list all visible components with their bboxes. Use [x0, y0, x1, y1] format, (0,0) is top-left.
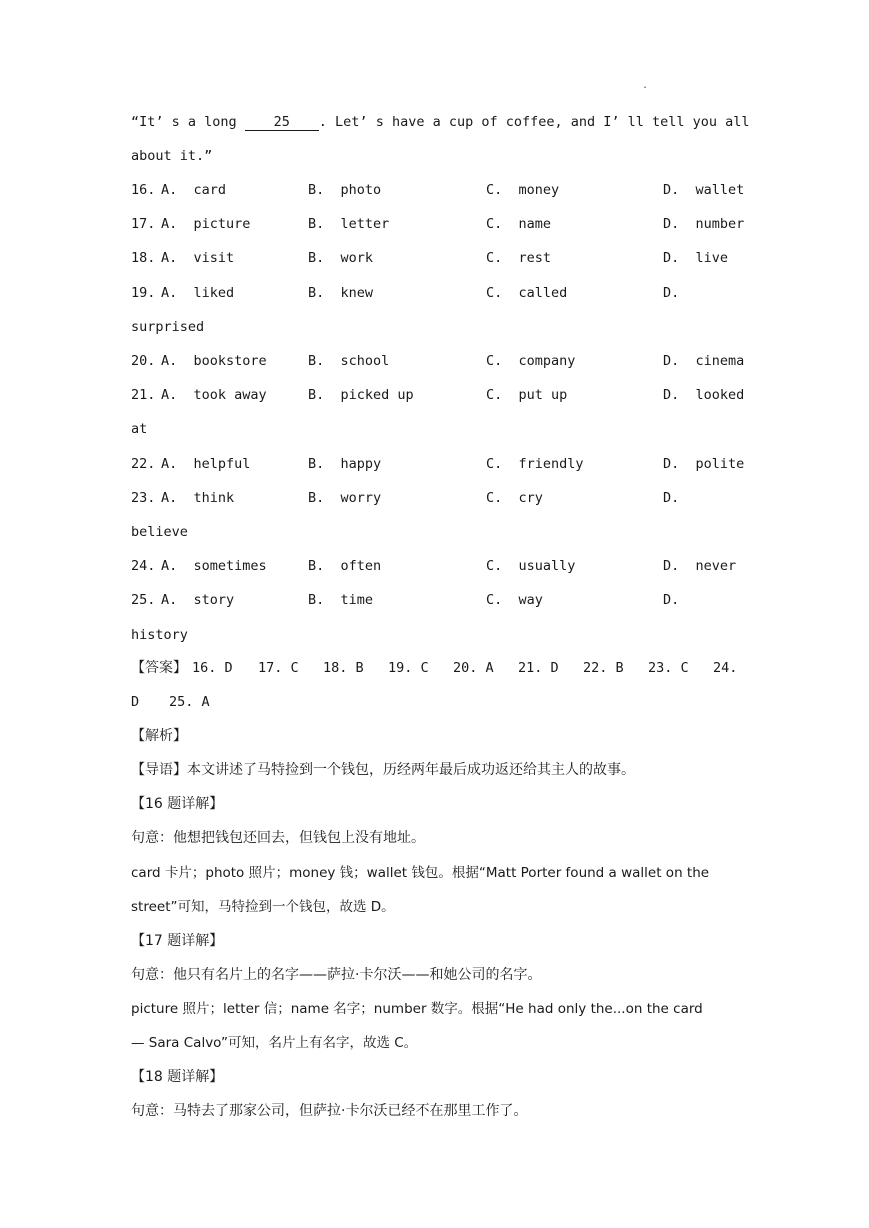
option-b: B. letter [308, 216, 390, 232]
question-number: 17. [131, 216, 156, 232]
question-number: 24. [131, 558, 156, 574]
option-c: C. rest [486, 250, 552, 266]
option-a: A. helpful [161, 456, 251, 472]
option-a: A. story [161, 592, 235, 608]
option-a: A. card [161, 182, 227, 198]
option-d-continued: surprised [131, 319, 205, 335]
answer-item: 17. C [258, 660, 299, 676]
option-d: D. [663, 285, 680, 301]
option-d: D. looked [663, 387, 745, 403]
option-a: A. visit [161, 250, 235, 266]
answer-line-1 [131, 658, 187, 678]
option-a: A. sometimes [161, 558, 267, 574]
q16-title: 【16 题详解】 [131, 796, 224, 812]
option-a: A. liked [161, 285, 235, 301]
q16-meaning: 句意：他想把钱包还回去，但钱包上没有地址。 [131, 830, 425, 846]
q16-explanation-1: card 卡片；photo 照片；money 钱；wallet 钱包。根据“Matt Porter found a wallet on the [131, 865, 710, 881]
passage-before: “It’ s a long [131, 114, 245, 130]
option-b: B. happy [308, 456, 382, 472]
q16-explanation-2: street”可知，马特捡到一个钱包，故选 D。 [131, 899, 395, 915]
option-c: C. cry [486, 490, 543, 506]
passage-line-2: about it.” [131, 148, 213, 164]
q17-explanation-1: picture 照片；letter 信；name 名字；number 数字。根据“He had only the...on the card [131, 1001, 703, 1017]
option-d: D. cinema [663, 353, 745, 369]
option-b: B. often [308, 558, 382, 574]
option-d-continued: believe [131, 524, 188, 540]
option-c: C. name [486, 216, 552, 232]
answer-item: 21. D [518, 660, 559, 676]
answer-item: 20. A [453, 660, 494, 676]
option-d-continued: history [131, 627, 188, 643]
q18-meaning: 句意：马特去了那家公司，但萨拉·卡尔沃已经不在那里工作了。 [131, 1103, 528, 1119]
option-d: D. wallet [663, 182, 745, 198]
question-number: 23. [131, 490, 156, 506]
q17-meaning: 句意：他只有名片上的名字——萨拉·卡尔沃——和她公司的名字。 [131, 967, 542, 983]
q18-title: 【18 题详解】 [131, 1069, 224, 1085]
answer-item: 16. D [192, 660, 233, 676]
option-c: C. friendly [486, 456, 584, 472]
option-d: D. polite [663, 456, 745, 472]
answer-item: 23. C [648, 660, 689, 676]
question-number: 22. [131, 456, 156, 472]
header-dot: . [642, 80, 649, 91]
answer-item: 25. A [169, 694, 210, 710]
option-c: C. usually [486, 558, 576, 574]
answer-item: 18. B [323, 660, 364, 676]
answer-label: 【答案】 [131, 660, 187, 676]
question-number: 25. [131, 592, 156, 608]
option-b: B. time [308, 592, 374, 608]
question-number: 16. [131, 182, 156, 198]
option-c: C. company [486, 353, 576, 369]
q17-explanation-2: — Sara Calvo”可知，名片上有名字，故选 C。 [131, 1035, 418, 1051]
option-c: C. way [486, 592, 543, 608]
answer-item: 19. C [388, 660, 429, 676]
answer-item: 22. B [583, 660, 624, 676]
option-d: D. live [663, 250, 729, 266]
option-b: B. knew [308, 285, 374, 301]
question-number: 21. [131, 387, 156, 403]
option-d: D. never [663, 558, 737, 574]
option-b: B. worry [308, 490, 382, 506]
question-number: 20. [131, 353, 156, 369]
option-b: B. school [308, 353, 390, 369]
passage-line-1 [131, 112, 750, 132]
q17-title: 【17 题详解】 [131, 933, 224, 949]
question-number: 18. [131, 250, 156, 266]
option-c: C. put up [486, 387, 568, 403]
question-number: 19. [131, 285, 156, 301]
option-b: B. picked up [308, 387, 414, 403]
intro-text: 【导语】本文讲述了马特捡到一个钱包，历经两年最后成功返还给其主人的故事。 [131, 762, 635, 778]
blank-25: 25 [245, 114, 319, 131]
option-b: B. work [308, 250, 374, 266]
option-d: D. number [663, 216, 745, 232]
analysis-label: 【解析】 [131, 728, 187, 744]
option-a: A. took away [161, 387, 267, 403]
answer-item: D [131, 694, 140, 710]
option-b: B. photo [308, 182, 382, 198]
option-d: D. [663, 490, 680, 506]
option-d: D. [663, 592, 680, 608]
answer-item: 24. [713, 660, 738, 676]
option-c: C. called [486, 285, 568, 301]
option-a: A. picture [161, 216, 251, 232]
passage-after: . Let’ s have a cup of coffee, and I’ ll tell you all [318, 114, 750, 130]
option-d-continued: at [131, 421, 148, 437]
option-a: A. bookstore [161, 353, 267, 369]
option-a: A. think [161, 490, 235, 506]
option-c: C. money [486, 182, 560, 198]
